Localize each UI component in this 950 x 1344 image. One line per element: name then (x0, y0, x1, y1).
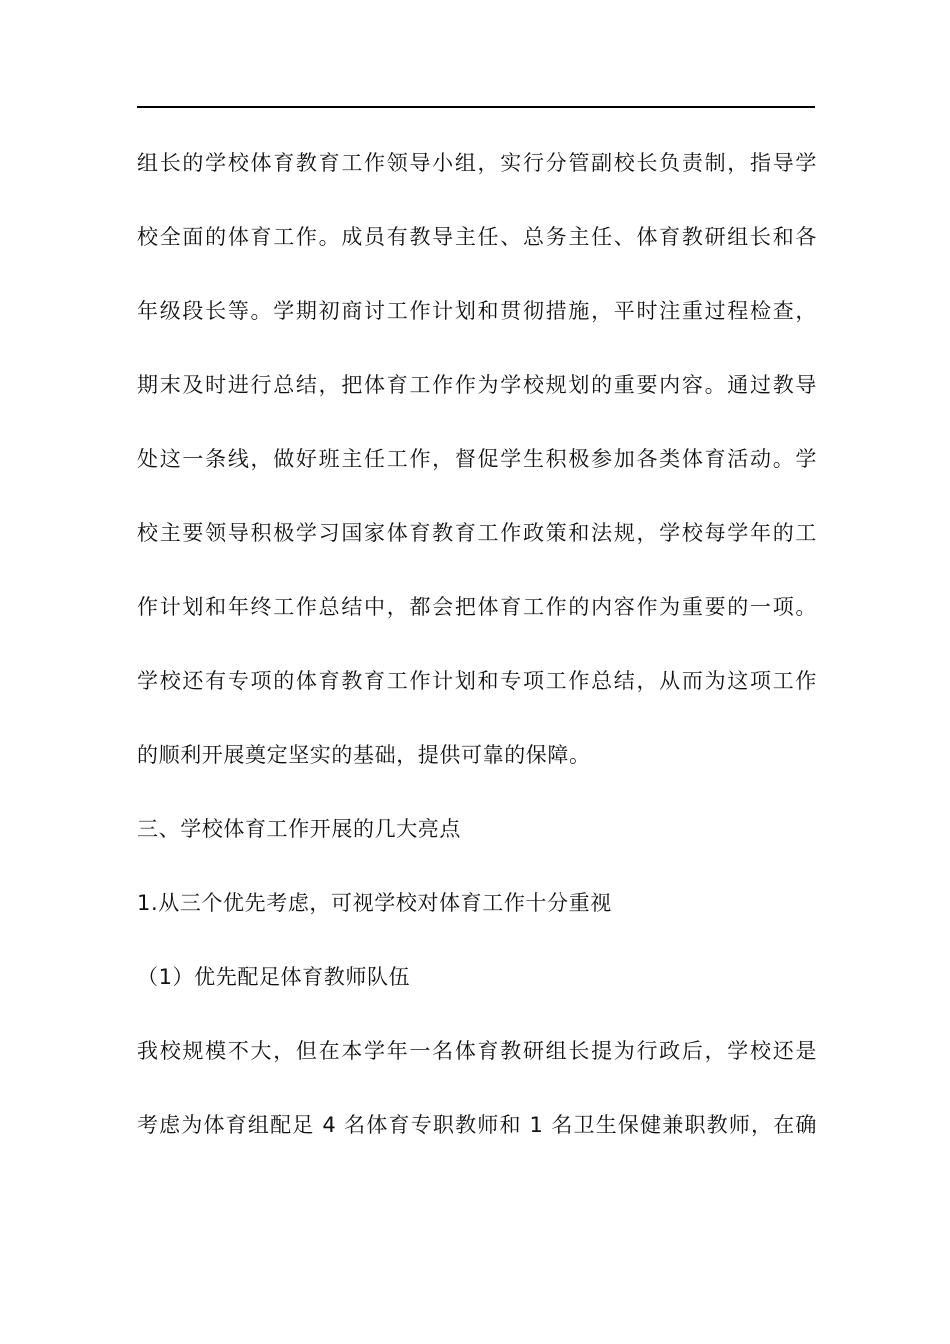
body-text-line: 我校规模不大，但在本学年一名体育教研组长提为行政后，学校还是 (137, 1039, 817, 1063)
body-text-line: 校主要领导积极学习国家体育教育工作政策和法规，学校每学年的工 (137, 521, 817, 545)
header-rule (137, 106, 815, 108)
section-heading: 三、学校体育工作开展的几大亮点 (137, 817, 461, 841)
body-text-line: 处这一条线，做好班主任工作，督促学生积极参加各类体育活动。学 (137, 447, 817, 471)
body-text-line: 校全面的体育工作。成员有教导主任、总务主任、体育教研组长和各 (137, 225, 817, 249)
body-text-line: 组长的学校体育教育工作领导小组，实行分管副校长负责制，指导学 (137, 151, 817, 175)
body-text-line: 学校还有专项的体育教育工作计划和专项工作总结，从而为这项工作 (137, 669, 817, 693)
body-text-line: 年级段长等。学期初商讨工作计划和贯彻措施，平时注重过程检查， (137, 299, 817, 323)
item-heading: （1）优先配足体育教师队伍 (137, 965, 411, 989)
body-text-line: 考虑为体育组配足 4 名体育专职教师和 1 名卫生保健兼职教师，在确 (137, 1113, 817, 1137)
subsection-heading: 1.从三个优先考虑，可视学校对体育工作十分重视 (137, 891, 612, 915)
body-text-line: 的顺利开展奠定坚实的基础，提供可靠的保障。 (137, 743, 591, 767)
body-text-line: 作计划和年终工作总结中，都会把体育工作的内容作为重要的一项。 (137, 595, 817, 619)
body-text-line: 期末及时进行总结，把体育工作作为学校规划的重要内容。通过教导 (137, 373, 817, 397)
